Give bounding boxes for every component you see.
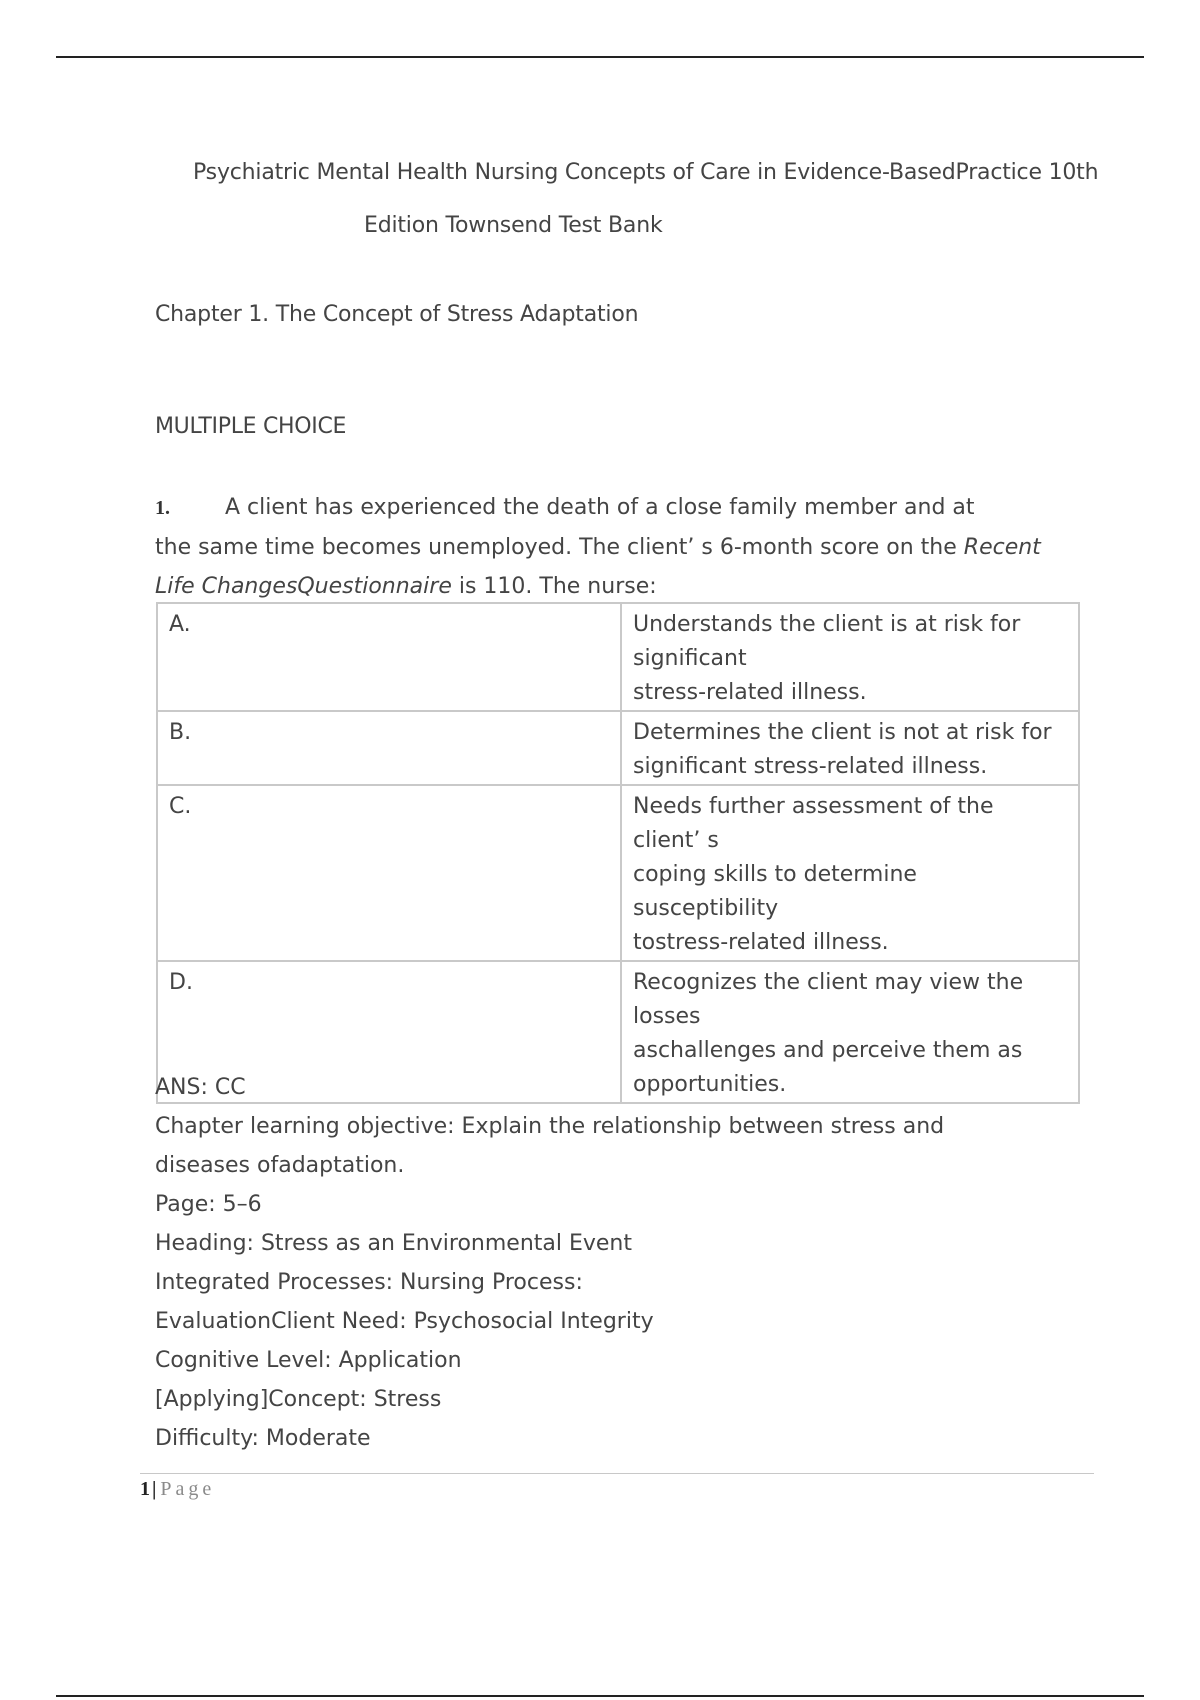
choice-letter: D. <box>157 961 621 1103</box>
page-footer <box>140 1478 215 1501</box>
choices-table <box>156 602 1080 1104</box>
learning-objective-line-2: diseases ofadaptation. <box>155 1153 405 1178</box>
choice-text-line: opportunities. <box>633 1072 787 1097</box>
page-separator: | <box>152 1478 157 1500</box>
question-text-2: the same time becomes unemployed. The client’ s 6-month score on the <box>155 535 964 560</box>
question-italic-questionnaire: Life ChangesQuestionnaire <box>155 574 452 599</box>
document-title-line-2: Edition Townsend Test Bank <box>364 213 663 238</box>
choice-text-line: stress-related illness. <box>633 680 867 705</box>
integrated-processes: Integrated Processes: Nursing Process: <box>155 1270 583 1295</box>
page-reference: Page: 5–6 <box>155 1192 262 1217</box>
heading-reference: Heading: Stress as an Environmental Event <box>155 1231 632 1256</box>
answer-key: ANS: CC <box>155 1075 246 1100</box>
choice-text-line: Recognizes the client may view the losses <box>633 970 1024 1029</box>
question-stem <box>155 488 1041 606</box>
question-line-1 <box>155 488 995 528</box>
chapter-heading: Chapter 1. The Concept of Stress Adaptation <box>155 302 639 327</box>
cognitive-level: Cognitive Level: Application <box>155 1348 462 1373</box>
section-heading: MULTIPLE CHOICE <box>155 414 347 439</box>
choice-text-line: significant <box>633 646 747 671</box>
question-line-2 <box>155 528 1041 567</box>
choice-row-b <box>157 711 1079 785</box>
choice-text-line: aschallenges and perceive them as <box>633 1038 1023 1063</box>
answer-metadata <box>155 1068 944 1458</box>
question-line-3 <box>155 567 995 606</box>
question-italic-recent: Recent <box>963 535 1041 560</box>
choice-row-a <box>157 603 1079 711</box>
question-text-1: A client has experienced the death of a close family member and at <box>225 495 975 520</box>
top-rule <box>56 56 1144 58</box>
document-title-line-1: Psychiatric Mental Health Nursing Concepts of Care in Evidence-BasedPractice 10th <box>193 160 1099 185</box>
choice-text-line: tostress-related illness. <box>633 930 889 955</box>
question-text-3: is 110. The nurse: <box>451 574 657 599</box>
difficulty: Difficulty: Moderate <box>155 1426 371 1451</box>
choice-text <box>621 603 1079 711</box>
learning-objective-line-1: Chapter learning objective: Explain the relationship between stress and <box>155 1114 945 1139</box>
footer-rule <box>140 1473 1094 1474</box>
choice-letter: A. <box>157 603 621 711</box>
choice-text-line: coping skills to determine susceptibility <box>633 862 917 921</box>
choice-letter: C. <box>157 785 621 961</box>
choice-text <box>621 785 1079 961</box>
choice-text-line: significant stress-related illness. <box>633 754 988 779</box>
choice-text <box>621 711 1079 785</box>
choice-text-line: Determines the client is not at risk for <box>633 720 1052 745</box>
concept: [Applying]Concept: Stress <box>155 1387 442 1412</box>
bottom-rule <box>56 1695 1144 1697</box>
page-number: 1 <box>140 1478 150 1500</box>
choice-letter: B. <box>157 711 621 785</box>
client-need: EvaluationClient Need: Psychosocial Integrity <box>155 1309 654 1334</box>
question-number: 1. <box>155 497 170 519</box>
choice-text-line: Needs further assessment of the client’ s <box>633 794 994 853</box>
page-label: Page <box>160 1478 216 1500</box>
choice-row-c <box>157 785 1079 961</box>
choice-text-line: Understands the client is at risk for <box>633 612 1021 637</box>
